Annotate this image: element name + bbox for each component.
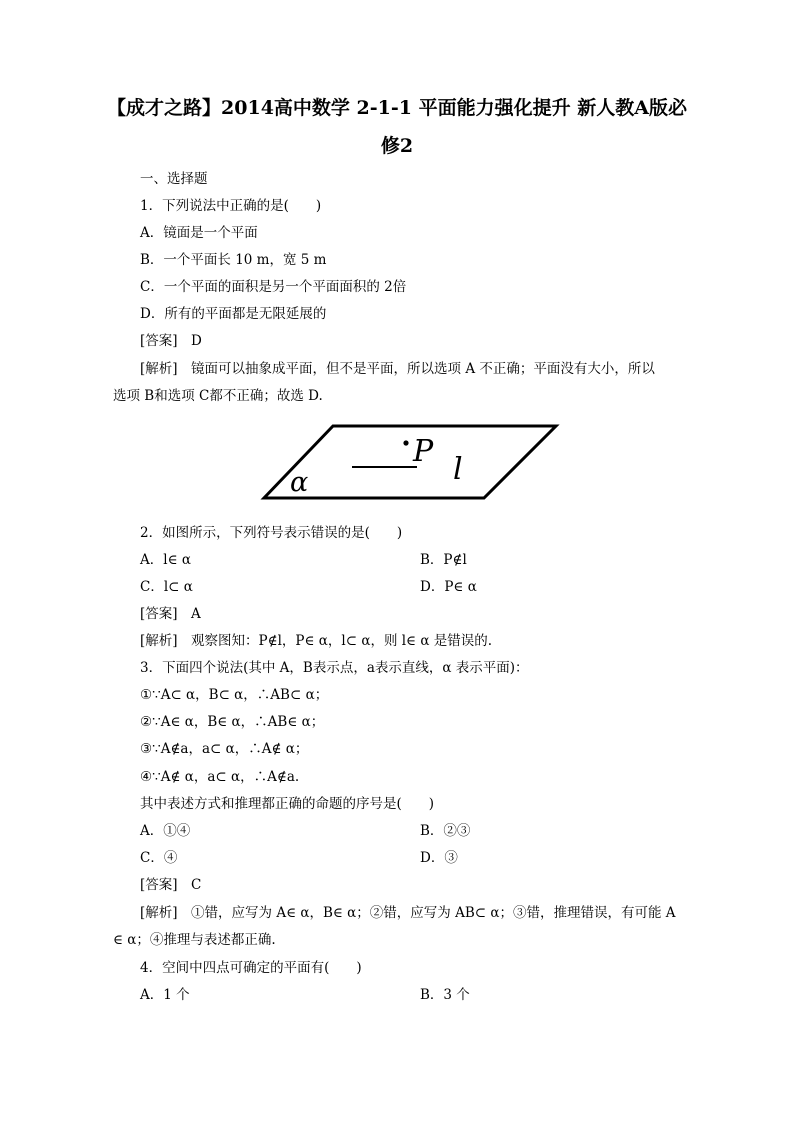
- q3-option-c: C．④: [140, 850, 178, 866]
- q1-answer: [答案] D: [140, 333, 202, 349]
- point-label: P: [413, 434, 434, 469]
- q1-option-d: D．所有的平面都是无限延展的: [140, 306, 327, 322]
- q3-analysis-line-1: [解析] ①错，应写为 A∈ α，B∈ α；②错，应写为 AB⊂ α；③错，推理错误，有可能 A: [140, 905, 676, 921]
- q3-stem: 3．下面四个说法(其中 A，B表示点，a表示直线，α 表示平面)：: [140, 660, 529, 676]
- q2-option-b: B．P∉l: [420, 552, 467, 568]
- q3-option-a: A．①④: [140, 823, 191, 839]
- q3-option-b: B．②③: [420, 823, 471, 839]
- q3-statement-1: ①∵A⊂ α，B⊂ α，∴AB⊂ α；: [140, 687, 329, 703]
- q1-analysis-line-1: [解析] 镜面可以抽象成平面，但不是平面，所以选项 A 不正确；平面没有大小，所以: [140, 361, 655, 377]
- q3-analysis-line-2: ∈ α；④推理与表述都正确.: [113, 932, 276, 948]
- q3-statement-2: ②∵A∈ α，B∈ α，∴AB∈ α；: [140, 714, 325, 730]
- section-heading: 一、选择题: [140, 171, 208, 187]
- document-title-line-1: 【成才之路】2014高中数学 2-1-1 平面能力强化提升 新人教A版必: [107, 97, 687, 119]
- q2-option-a: A．l∈ α: [140, 552, 191, 568]
- q1-analysis-line-2: 选项 B和选项 C都不正确；故选 D.: [113, 388, 323, 404]
- q4-option-b: B．3 个: [420, 987, 470, 1003]
- q1-option-b: B．一个平面长 10 m，宽 5 m: [140, 252, 327, 268]
- q3-option-d: D．③: [420, 850, 458, 866]
- q3-answer: [答案] C: [140, 877, 202, 893]
- q1-stem: 1．下列说法中正确的是( ): [140, 198, 322, 214]
- document-title-line-2: 修2: [380, 135, 414, 157]
- line-label: l: [453, 452, 463, 487]
- q3-question: 其中表述方式和推理都正确的命题的序号是( ): [140, 796, 435, 812]
- q2-option-c: C．l⊂ α: [140, 579, 193, 595]
- q4-option-a: A．1 个: [140, 987, 190, 1003]
- point-p: [403, 440, 408, 445]
- q3-statement-3: ③∵A∉a，a⊂ α，∴A∉ α；: [140, 741, 309, 757]
- plane-label: α: [290, 467, 309, 498]
- q1-option-c: C．一个平面的面积是另一个平面面积的 2倍: [140, 279, 407, 295]
- q2-option-d: D．P∈ α: [420, 579, 477, 595]
- q4-stem: 4．空间中四点可确定的平面有( ): [140, 960, 362, 976]
- q3-statement-4: ④∵A∉ α，a⊂ α，∴A∉a.: [140, 769, 300, 785]
- q2-stem: 2．如图所示，下列符号表示错误的是( ): [140, 525, 403, 541]
- q1-option-a: A．镜面是一个平面: [140, 225, 258, 241]
- q2-analysis: [解析] 观察图知：P∉l，P∈ α，l⊂ α，则 l∈ α 是错误的.: [140, 633, 493, 649]
- q2-answer: [答案] A: [140, 606, 201, 622]
